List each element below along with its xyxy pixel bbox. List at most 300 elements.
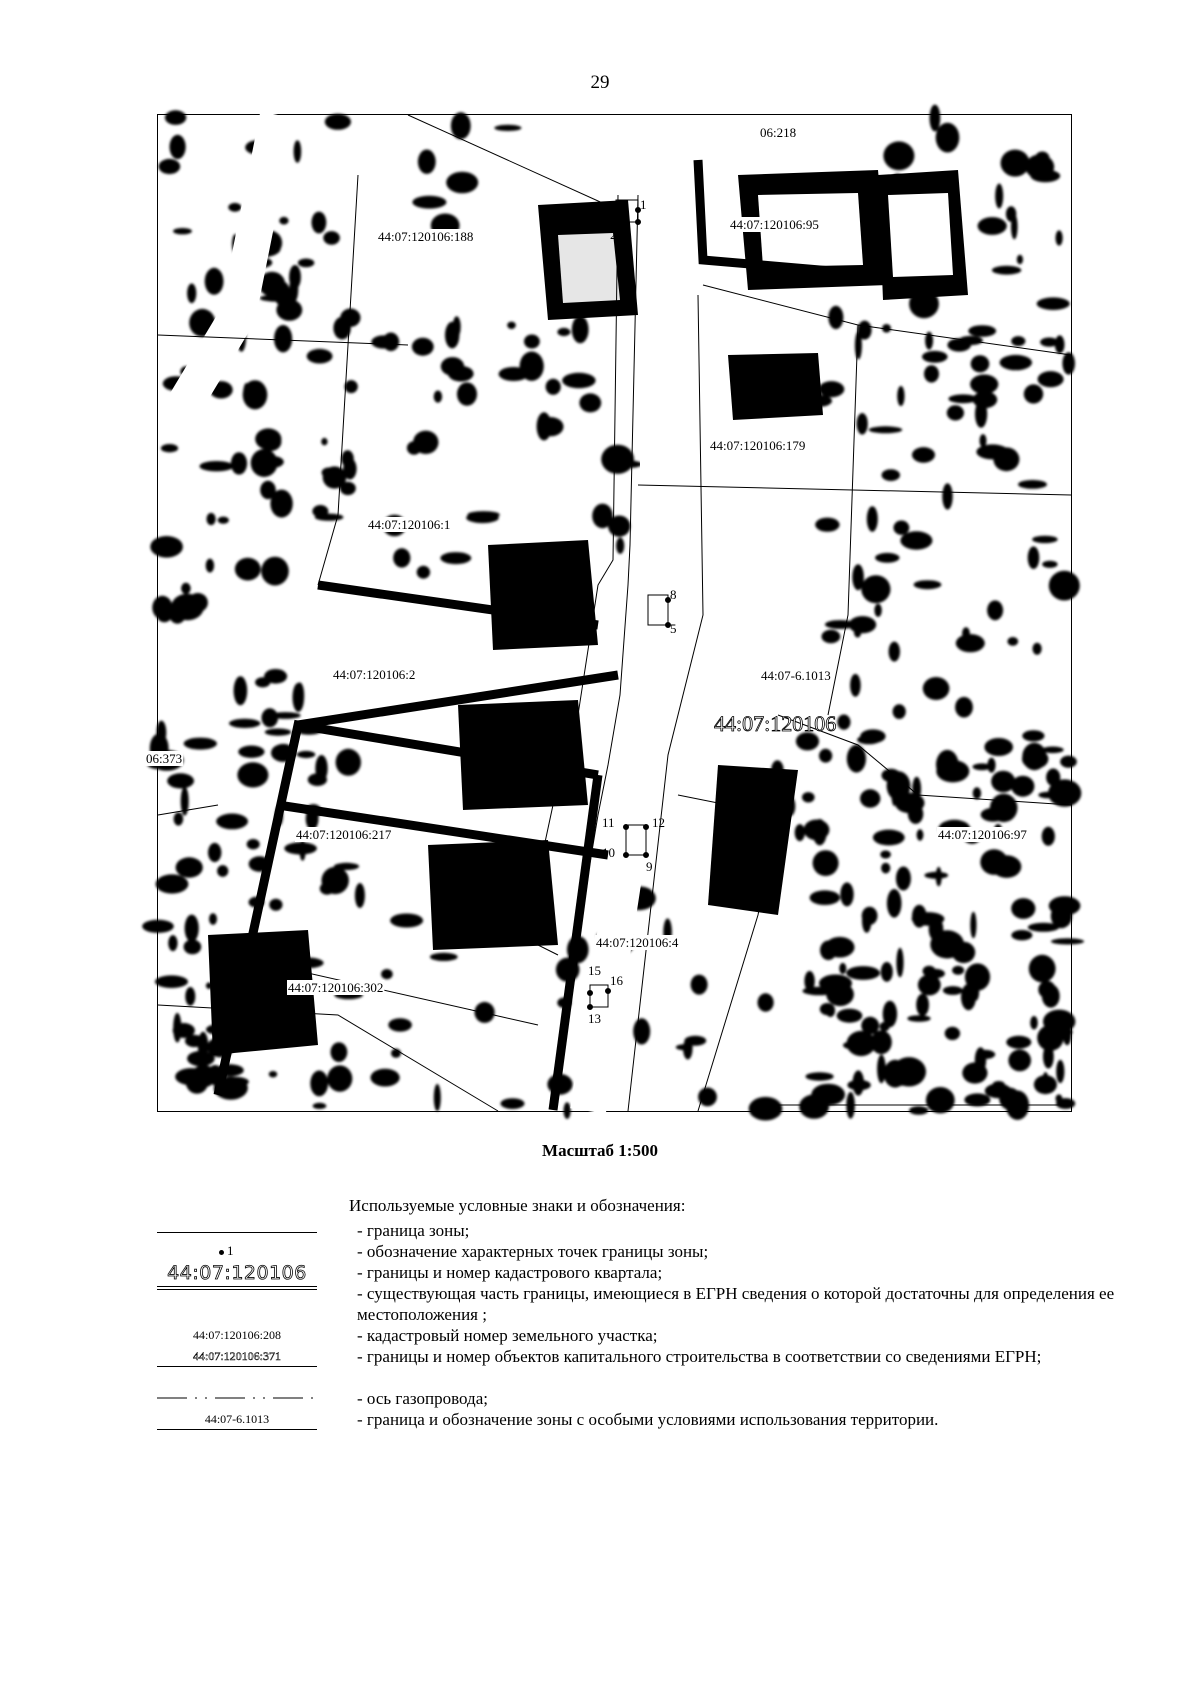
zone-point-number: 15	[588, 963, 601, 978]
tree-canopy	[434, 1084, 441, 1111]
tree-canopy	[501, 1098, 525, 1109]
tree-canopy	[1028, 546, 1040, 569]
tree-canopy	[181, 583, 191, 594]
tree-canopy	[1048, 779, 1081, 806]
zone-point-number: 2	[610, 227, 617, 242]
tree-canopy	[1006, 1036, 1031, 1049]
tree-canopy	[852, 564, 864, 590]
tree-canopy	[185, 987, 195, 1006]
zone-point-number: 5	[670, 621, 677, 636]
tree-canopy	[265, 729, 291, 736]
legend-desc: - граница зоны;	[357, 1220, 1117, 1241]
tree-canopy	[300, 840, 306, 860]
tree-canopy	[802, 792, 815, 802]
tree-canopy	[524, 335, 540, 349]
legend-row-parcel	[157, 1325, 1117, 1346]
tree-canopy	[984, 738, 1013, 756]
tree-canopy	[434, 391, 442, 403]
tree-canopy	[883, 141, 914, 170]
tree-canopy	[165, 110, 186, 125]
tree-canopy	[218, 517, 229, 524]
tree-canopy	[557, 328, 570, 336]
tree-canopy	[331, 1042, 348, 1062]
tree-canopy	[1042, 827, 1055, 846]
tree-canopy	[839, 963, 846, 974]
tree-canopy	[413, 431, 438, 454]
tree-canopy	[446, 172, 478, 194]
tree-canopy	[973, 787, 981, 799]
legend-row-gas-pipe	[157, 1388, 1117, 1409]
tree-canopy	[537, 412, 552, 440]
tree-canopy	[168, 935, 177, 951]
tree-canopy	[507, 322, 516, 329]
parcel-number-label: 06:373	[146, 751, 183, 766]
tree-canopy	[562, 373, 595, 388]
parcel-symbol: 44:07:120106:208	[192, 1328, 281, 1342]
tree-canopy	[883, 1001, 897, 1027]
building	[728, 353, 823, 420]
tree-canopy	[973, 983, 979, 1001]
tree-canopy	[1062, 352, 1075, 374]
tree-canopy	[822, 630, 841, 644]
tree-canopy	[877, 1055, 886, 1084]
tree-canopy	[968, 325, 996, 337]
sample-point-number: 1	[227, 1243, 234, 1258]
tree-canopy	[893, 704, 906, 719]
tree-canopy	[869, 426, 903, 433]
tree-canopy	[1037, 297, 1070, 310]
special-zone-underline	[157, 1429, 317, 1430]
tree-canopy	[453, 316, 461, 337]
tree-canopy	[234, 676, 248, 705]
tree-canopy	[936, 750, 959, 779]
tree-canopy	[926, 1087, 955, 1113]
tree-canopy	[546, 379, 561, 395]
tree-canopy	[494, 125, 521, 131]
tree-canopy	[860, 789, 880, 807]
quarter-label: 44:07:120106	[714, 711, 837, 736]
tree-canopy	[231, 452, 247, 474]
tree-canopy	[857, 413, 868, 435]
tree-canopy	[930, 105, 941, 132]
legend-desc: - кадастровый номер земельного участка;	[357, 1325, 1117, 1346]
parcel-number-label: 06:218	[760, 125, 797, 140]
tree-canopy	[914, 580, 942, 589]
tree-canopy	[184, 940, 202, 955]
tree-canopy	[247, 839, 260, 849]
tree-canopy	[1042, 561, 1057, 568]
tree-canopy	[564, 1102, 571, 1119]
existing-boundary-line-1	[157, 1286, 317, 1287]
tree-canopy	[749, 1097, 783, 1121]
tree-canopy	[1060, 756, 1077, 768]
zone-point-dot	[606, 989, 611, 994]
tree-canopy	[873, 830, 905, 846]
tree-canopy	[340, 482, 356, 495]
tree-canopy	[466, 513, 499, 524]
tree-canopy	[948, 394, 977, 403]
tree-canopy	[806, 1072, 834, 1080]
tree-canopy	[900, 531, 932, 549]
tree-canopy	[1018, 480, 1047, 489]
tree-canopy	[912, 905, 927, 928]
tree-canopy	[936, 867, 942, 886]
tree-canopy	[815, 518, 839, 532]
tree-canopy	[209, 913, 217, 925]
tree-canopy	[1017, 255, 1023, 265]
parcel-boundary	[638, 485, 1071, 495]
tree-canopy	[312, 505, 328, 517]
legend-title: Используемые условные знаки и обозначения:	[349, 1196, 686, 1215]
tree-canopy	[1051, 938, 1084, 944]
tree-canopy	[698, 1088, 717, 1107]
zone-point-number: 11	[602, 815, 615, 830]
tree-canopy	[1034, 1075, 1057, 1094]
tree-canopy	[167, 773, 194, 788]
tree-canopy	[325, 114, 351, 130]
tree-canopy	[1030, 1016, 1038, 1029]
tree-canopy	[896, 948, 903, 978]
tree-canopy	[854, 626, 861, 637]
tree-canopy	[847, 1031, 876, 1056]
tree-canopy	[334, 863, 359, 870]
tree-canopy	[418, 150, 436, 174]
tree-canopy	[1024, 384, 1043, 403]
page-number: 29	[590, 72, 610, 93]
building	[428, 840, 558, 950]
tree-canopy	[922, 351, 948, 363]
building	[488, 540, 598, 650]
tree-canopy	[894, 521, 910, 535]
tree-canopy	[260, 433, 282, 451]
tree-canopy	[881, 962, 893, 982]
tree-canopy	[1006, 206, 1016, 221]
tree-canopy	[371, 1069, 400, 1087]
legend-row-quarter	[157, 1262, 1117, 1283]
tree-canopy	[322, 468, 336, 478]
tree-canopy	[1056, 230, 1063, 245]
tree-canopy	[228, 203, 241, 212]
tree-canopy	[691, 975, 708, 995]
tree-canopy	[417, 566, 430, 579]
tree-canopy	[448, 366, 474, 382]
tree-canopy	[312, 212, 327, 234]
tree-canopy	[811, 1084, 845, 1106]
tree-canopy	[1007, 637, 1018, 646]
tree-canopy	[964, 1093, 990, 1106]
zone-point-number: 13	[588, 1011, 601, 1026]
tree-canopy	[1056, 1060, 1064, 1083]
tree-canopy	[173, 228, 192, 234]
tree-canopy	[142, 920, 174, 933]
tree-canopy	[217, 865, 228, 877]
tree-canopy	[912, 447, 935, 463]
tree-canopy	[936, 123, 960, 153]
tree-canopy	[978, 217, 1007, 235]
tree-canopy	[216, 814, 248, 830]
tree-canopy	[297, 751, 315, 758]
tree-canopy	[1032, 536, 1058, 543]
tree-canopy	[457, 382, 477, 405]
tree-canopy	[942, 483, 952, 509]
tree-canopy	[810, 890, 840, 905]
tree-canopy	[850, 674, 861, 697]
tree-canopy	[383, 333, 400, 352]
tree-canopy	[279, 217, 288, 225]
tree-canopy	[985, 1084, 1012, 1099]
zone-boundary-symbol	[157, 1232, 317, 1233]
tree-canopy	[295, 682, 304, 707]
tree-canopy	[795, 824, 805, 841]
tree-canopy	[971, 355, 990, 372]
tree-canopy	[991, 771, 1015, 793]
tree-canopy	[1001, 150, 1030, 177]
tree-canopy	[1038, 371, 1064, 387]
tree-canopy	[1043, 1029, 1052, 1056]
tree-canopy	[313, 1103, 327, 1109]
tree-canopy	[956, 634, 985, 652]
tree-canopy	[917, 829, 924, 840]
tree-canopy	[987, 758, 995, 773]
tree-canopy	[608, 516, 630, 537]
building-underline	[157, 1366, 317, 1367]
parcel-number-label: 44:07:120106:188	[378, 229, 474, 244]
tree-canopy	[828, 306, 843, 329]
tree-canopy	[187, 1051, 215, 1066]
tree-canopy	[388, 1018, 412, 1031]
parcel-number-label: 44:07:120106:95	[730, 217, 819, 232]
tree-canopy	[200, 461, 234, 471]
parcel-number-label: 44:07:120106:302	[288, 980, 384, 995]
tree-canopy	[909, 1106, 928, 1115]
tree-canopy	[307, 349, 333, 364]
tree-canopy	[970, 912, 976, 938]
tree-canopy	[875, 553, 899, 563]
zone-point-number: 10	[602, 845, 615, 860]
zone-point-dot	[624, 853, 629, 858]
tree-canopy	[269, 1071, 277, 1077]
tree-canopy	[1056, 1094, 1063, 1102]
tree-canopy	[970, 375, 998, 395]
tree-canopy	[1011, 930, 1032, 940]
tree-canopy	[156, 874, 189, 893]
tree-canopy	[238, 746, 264, 758]
special-zone-symbol: 44:07-6.1013	[204, 1412, 270, 1426]
point-dot-icon	[219, 1250, 224, 1255]
legend-desc: - граница и обозначение зоны с особыми условиями использования территории.	[357, 1409, 1117, 1430]
legend-row-existing-boundary	[157, 1283, 1117, 1325]
tree-canopy	[887, 889, 902, 918]
tree-canopy	[321, 438, 327, 445]
tree-canopy	[260, 295, 293, 302]
legend-desc: - границы и номер объектов капитального строительства в соответствии со сведениями ЕГРН;	[357, 1346, 1117, 1367]
tree-canopy	[962, 1062, 987, 1083]
tree-canopy	[205, 268, 224, 295]
building	[888, 193, 953, 277]
scale-caption: Масштаб 1:500	[542, 1141, 658, 1160]
legend-row-building	[157, 1346, 1117, 1388]
tree-canopy	[243, 383, 250, 402]
tree-canopy	[1049, 571, 1080, 601]
tree-canopy	[819, 749, 832, 763]
tree-canopy	[185, 915, 199, 942]
tree-canopy	[393, 548, 410, 567]
tree-canopy	[826, 1004, 835, 1017]
tree-canopy	[976, 1050, 995, 1059]
tree-canopy	[161, 444, 178, 452]
tree-canopy	[1029, 955, 1056, 983]
tree-canopy	[947, 405, 964, 420]
tree-canopy	[274, 325, 292, 352]
tree-canopy	[857, 735, 880, 744]
tree-canopy	[847, 1080, 870, 1090]
tree-canopy	[837, 715, 850, 730]
tree-canopy	[826, 983, 854, 1006]
zone-point-number: 9	[646, 859, 653, 874]
tree-canopy	[874, 604, 881, 617]
tree-canopy	[579, 393, 601, 412]
tree-canopy	[270, 490, 292, 518]
legend-desc: - границы и номер кадастрового квартала;	[357, 1262, 1117, 1283]
tree-canopy	[150, 536, 183, 558]
tree-canopy	[412, 338, 434, 356]
tree-canopy	[1022, 730, 1044, 741]
tree-canopy	[1055, 335, 1065, 353]
tree-canopy	[155, 975, 188, 988]
building	[558, 233, 620, 303]
tree-canopy	[881, 863, 890, 874]
tree-canopy	[323, 231, 340, 245]
tree-canopy	[851, 971, 874, 978]
tree-canopy	[208, 843, 221, 862]
tree-canopy	[990, 794, 1018, 822]
tree-canopy	[916, 994, 929, 1016]
tree-canopy	[807, 822, 820, 838]
building	[708, 765, 798, 915]
parcel-number-label: 44:07:120106:97	[938, 827, 1027, 842]
tree-canopy	[310, 1071, 328, 1097]
tree-canopy	[520, 352, 544, 381]
tree-canopy	[298, 259, 314, 268]
tree-canopy	[308, 773, 327, 786]
tree-canopy	[1038, 981, 1055, 998]
tree-canopy	[343, 458, 356, 479]
point-symbol	[219, 1243, 234, 1259]
tree-canopy	[412, 196, 446, 209]
tree-canopy	[1022, 743, 1046, 770]
tree-canopy	[1000, 355, 1032, 370]
parcel-number-label: 44:07:120106:4	[596, 935, 679, 950]
zone-point-dot	[644, 853, 649, 858]
tree-canopy	[918, 974, 941, 995]
tree-canopy	[945, 1027, 960, 1040]
tree-canopy	[882, 769, 901, 782]
tree-canopy	[270, 712, 301, 719]
tree-canopy	[924, 365, 939, 382]
tree-canopy	[895, 793, 925, 813]
tree-canopy	[897, 386, 904, 406]
tree-canopy	[862, 909, 871, 933]
tree-canopy	[855, 331, 862, 359]
tree-canopy	[601, 445, 634, 474]
tree-canopy	[867, 506, 878, 532]
legend-row-points	[157, 1241, 1117, 1262]
tree-canopy	[276, 299, 302, 321]
tree-canopy	[381, 969, 393, 979]
tree-canopy	[169, 603, 186, 623]
legend-desc: - ось газопровода;	[357, 1388, 1117, 1409]
tree-canopy	[188, 593, 208, 612]
tree-canopy	[983, 858, 1009, 870]
tree-canopy	[837, 1009, 863, 1023]
tree-canopy	[1025, 155, 1054, 180]
tree-canopy	[889, 642, 900, 662]
tree-canopy	[229, 719, 260, 728]
zone-point-number: 1	[640, 197, 647, 212]
tree-canopy	[261, 456, 283, 468]
tree-canopy	[157, 721, 167, 745]
tree-canopy	[849, 616, 876, 633]
legend-desc: - обозначение характерных точек границы зоны;	[357, 1241, 1117, 1262]
tree-canopy	[616, 538, 624, 554]
tree-canopy	[430, 953, 458, 961]
zone-point-dot	[588, 1005, 593, 1010]
tree-canopy	[1011, 336, 1025, 346]
tree-canopy	[355, 883, 365, 908]
tree-canopy	[943, 986, 963, 995]
tree-canopy	[572, 316, 589, 343]
zone-label: 44:07-6.1013	[761, 668, 831, 683]
parcel-number-label: 44:07:120106:217	[296, 827, 392, 842]
tree-canopy	[475, 1002, 495, 1023]
tree-canopy	[235, 558, 261, 581]
tree-canopy	[992, 266, 1021, 275]
tree-canopy	[1033, 643, 1042, 655]
existing-boundary-line-2	[157, 1289, 317, 1290]
tree-canopy	[882, 469, 900, 481]
tree-canopy	[975, 400, 987, 428]
zone-point-number: 8	[670, 587, 677, 602]
tree-canopy	[813, 850, 839, 876]
tree-canopy	[952, 966, 964, 975]
tree-canopy	[993, 447, 1019, 471]
legend-row-special-zone	[157, 1409, 1117, 1430]
tree-canopy	[896, 867, 911, 891]
tree-canopy	[819, 381, 845, 397]
tree-canopy	[390, 914, 423, 928]
tree-canopy	[264, 669, 287, 684]
tree-canopy	[955, 697, 973, 718]
zone-point-number: 16	[610, 973, 623, 988]
tree-canopy	[336, 749, 361, 776]
tree-canopy	[907, 1015, 930, 1022]
tree-canopy	[995, 184, 1003, 209]
aerial-map	[146, 114, 1072, 1112]
tree-canopy	[962, 627, 970, 639]
tree-canopy	[320, 883, 334, 895]
tree-canopy	[237, 762, 268, 787]
tree-canopy	[1028, 923, 1059, 932]
tree-canopy	[206, 559, 214, 573]
zone-point-number: 12	[652, 815, 665, 830]
tree-canopy	[184, 738, 217, 750]
parcel-boundary	[703, 285, 858, 715]
tree-canopy	[612, 460, 642, 468]
tree-canopy	[758, 993, 774, 1011]
building-symbol: 44:07:120106:371	[192, 1349, 281, 1363]
tree-canopy	[174, 812, 184, 825]
tree-canopy	[880, 851, 891, 859]
